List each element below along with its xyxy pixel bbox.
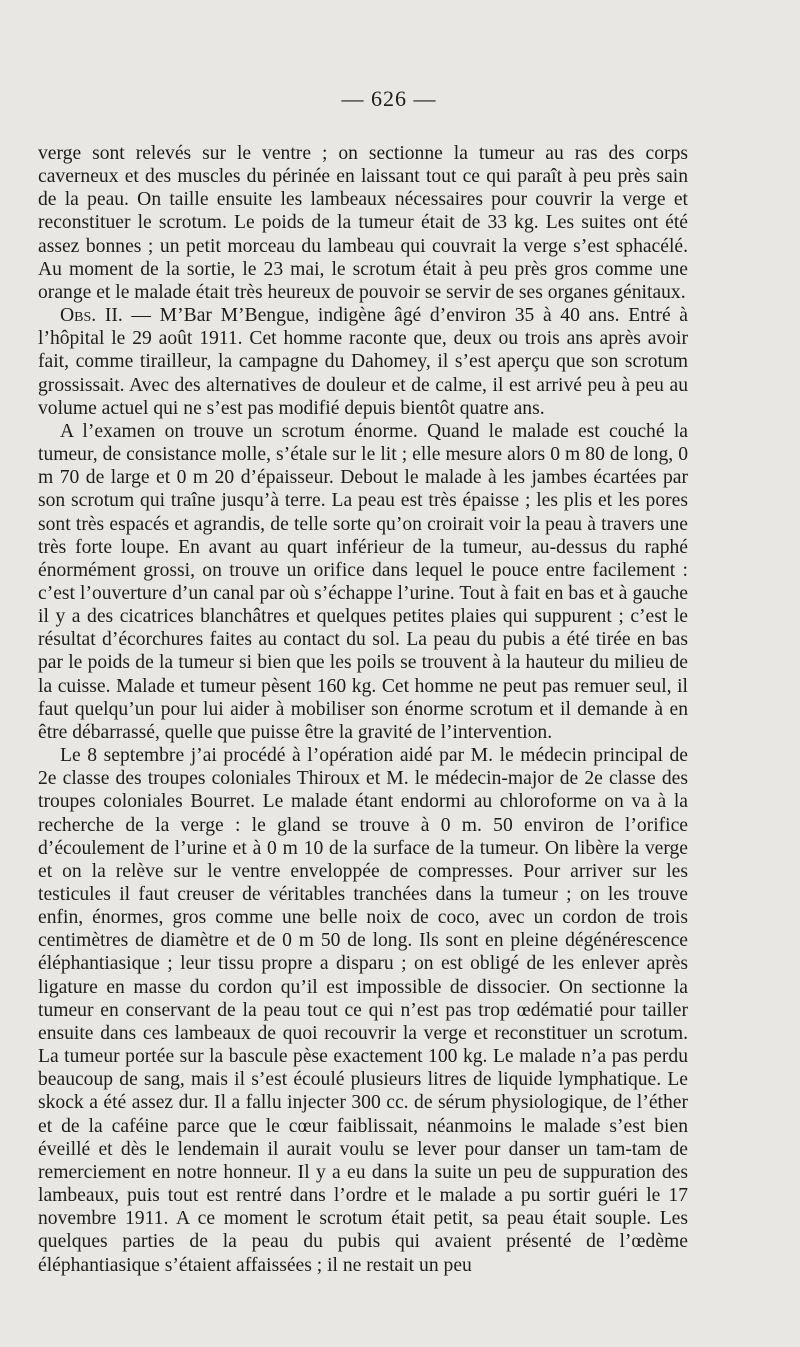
paragraph-operation: Le 8 septembre j’ai procédé à l’opération aidé par M. le médecin principal de 2e classe des troupes coloniales Thiroux et M. le médecin-major de 2e classe des troupes coloniales Bourret. Le malade étant endormi au chloroforme on va à la recherche de la verge : le gland se trouve à 0 m. 50 environ de l’orifice d’écoulement de l’urine et à 0 m 10 de la surface de la tumeur. On libère la verge et on la relève sur le ventre enveloppée de compresses. Pour arriver sur les testicules il faut creuser de véritables tranchées dans la tumeur ; on les trouve enfin, énormes, gros comme une belle noix de coco, avec un cordon de trois centimètres de diamètre et de 0 m 50 de long. Ils sont en pleine dégénérescence éléphantiasique ; leur tissu propre a disparu ; on est obligé de les enlever après ligature en masse du cordon qu’il est impossible de dissocier. On sectionne la tumeur en conservant de la peau tout ce qui n’est pas trop œdématié pour tailler ensuite dans ces lambeaux de quoi recouvrir la verge et reconstituer un scrotum. La tumeur portée sur la bascule pèse exactement 100 kg. Le malade n’a pas perdu beaucoup de sang, mais il s’est écoulé plusieurs litres de liquide lymphatique. Le skock a été assez dur. Il a fallu injecter 300 cc. de sérum physiologique, de l’éther et de la caféine parce que le cœur faiblissait, néanmoins le malade s’est bien éveillé et dès le lendemain il aurait voulu se lever pour danser un tam-tam de remerciement en notre honneur. Il y a eu dans la suite un peu de suppuration des lambeaux, puis tout est rentré dans l’ordre et le malade a pu sortir guéri le 17 novembre 1911. A ce moment le scrotum était petit, sa peau était souple. Les quelques parties de la peau du pubis qui avaient présenté de l’œdème éléphantiasique s’étaient affaissées ; il ne restait un peu (38, 745, 688, 1276)
paragraph-observation-ii (38, 304, 688, 420)
paragraph-continuation: verge sont relevés sur le ventre ; on sectionne la tumeur au ras des corps caverneux et des muscles du périnée en laissant tout ce qui paraît à peu près sain de la peau. On taille ensuite les lambeaux nécessaires pour couvrir la verge et reconstituer le scrotum. Le poids de la tumeur était de 33 kg. Les suites ont été assez bonnes ; un petit morceau du lambeau qui couvrait la verge s’est sphacélé. Au moment de la sortie, le 23 mai, le scrotum était à peu près gros comme une orange et le malade était très heureux de pouvoir se servir de ses organes génitaux. (38, 143, 688, 303)
paragraph-examination: A l’examen on trouve un scrotum énorme. Quand le malade est couché la tumeur, de consistance molle, s’étale sur le lit ; elle mesure alors 0 m 80 de long, 0 m 70 de large et 0 m 20 d’épaisseur. Debout le malade à les jambes écartées par son scrotum qui traîne jusqu’à terre. La peau est très épaisse ; les plis et les pores sont très espacés et agrandis, de telle sorte qu’on croirait voir la peau à travers une très forte loupe. En avant au quart inférieur de la tumeur, au-dessus du raphé énormément grossi, on trouve un orifice dans lequel le pouce entre facilement : c’est l’ouverture d’un canal par où s’échappe l’urine. Tout à fait en bas et à gauche il y a des cicatrices blanchâtres et quelques petites plaies qui suppurent ; c’est le résultat d’écorchures faites au contact du sol. La peau du pubis a été tirée en bas par le poids de la tumeur si bien que les poils se trouvent à la hauteur du milieu de la cuisse. Malade et tumeur pèsent 160 kg. Cet homme ne peut pas remuer seul, il faut quelqu’un pour lui aider à mobiliser son énorme scrotum et il demande à en être débarrassé, quelle que puisse être la gravité de l’intervention. (38, 420, 688, 743)
page-number: — 626 — (341, 86, 437, 111)
observation-text: — M’Bar M’Bengue, indigène âgé d’environ 35 à 40 ans. Entré à l’hôpital le 29 août 1911. Cet homme raconte que, deux ou trois ans après avoir fait, comme tirailleur, la campagne du Dahomey, il s’est aperçu que son scrotum grossissait. Avec des alternatives de douleur et de calme, il est arrivé peu à peu au volume actuel qui ne s’est pas modifié depuis bientôt quatre ans. (38, 305, 688, 419)
observation-label: Obs. II. (60, 305, 123, 327)
document-body (38, 142, 688, 1277)
